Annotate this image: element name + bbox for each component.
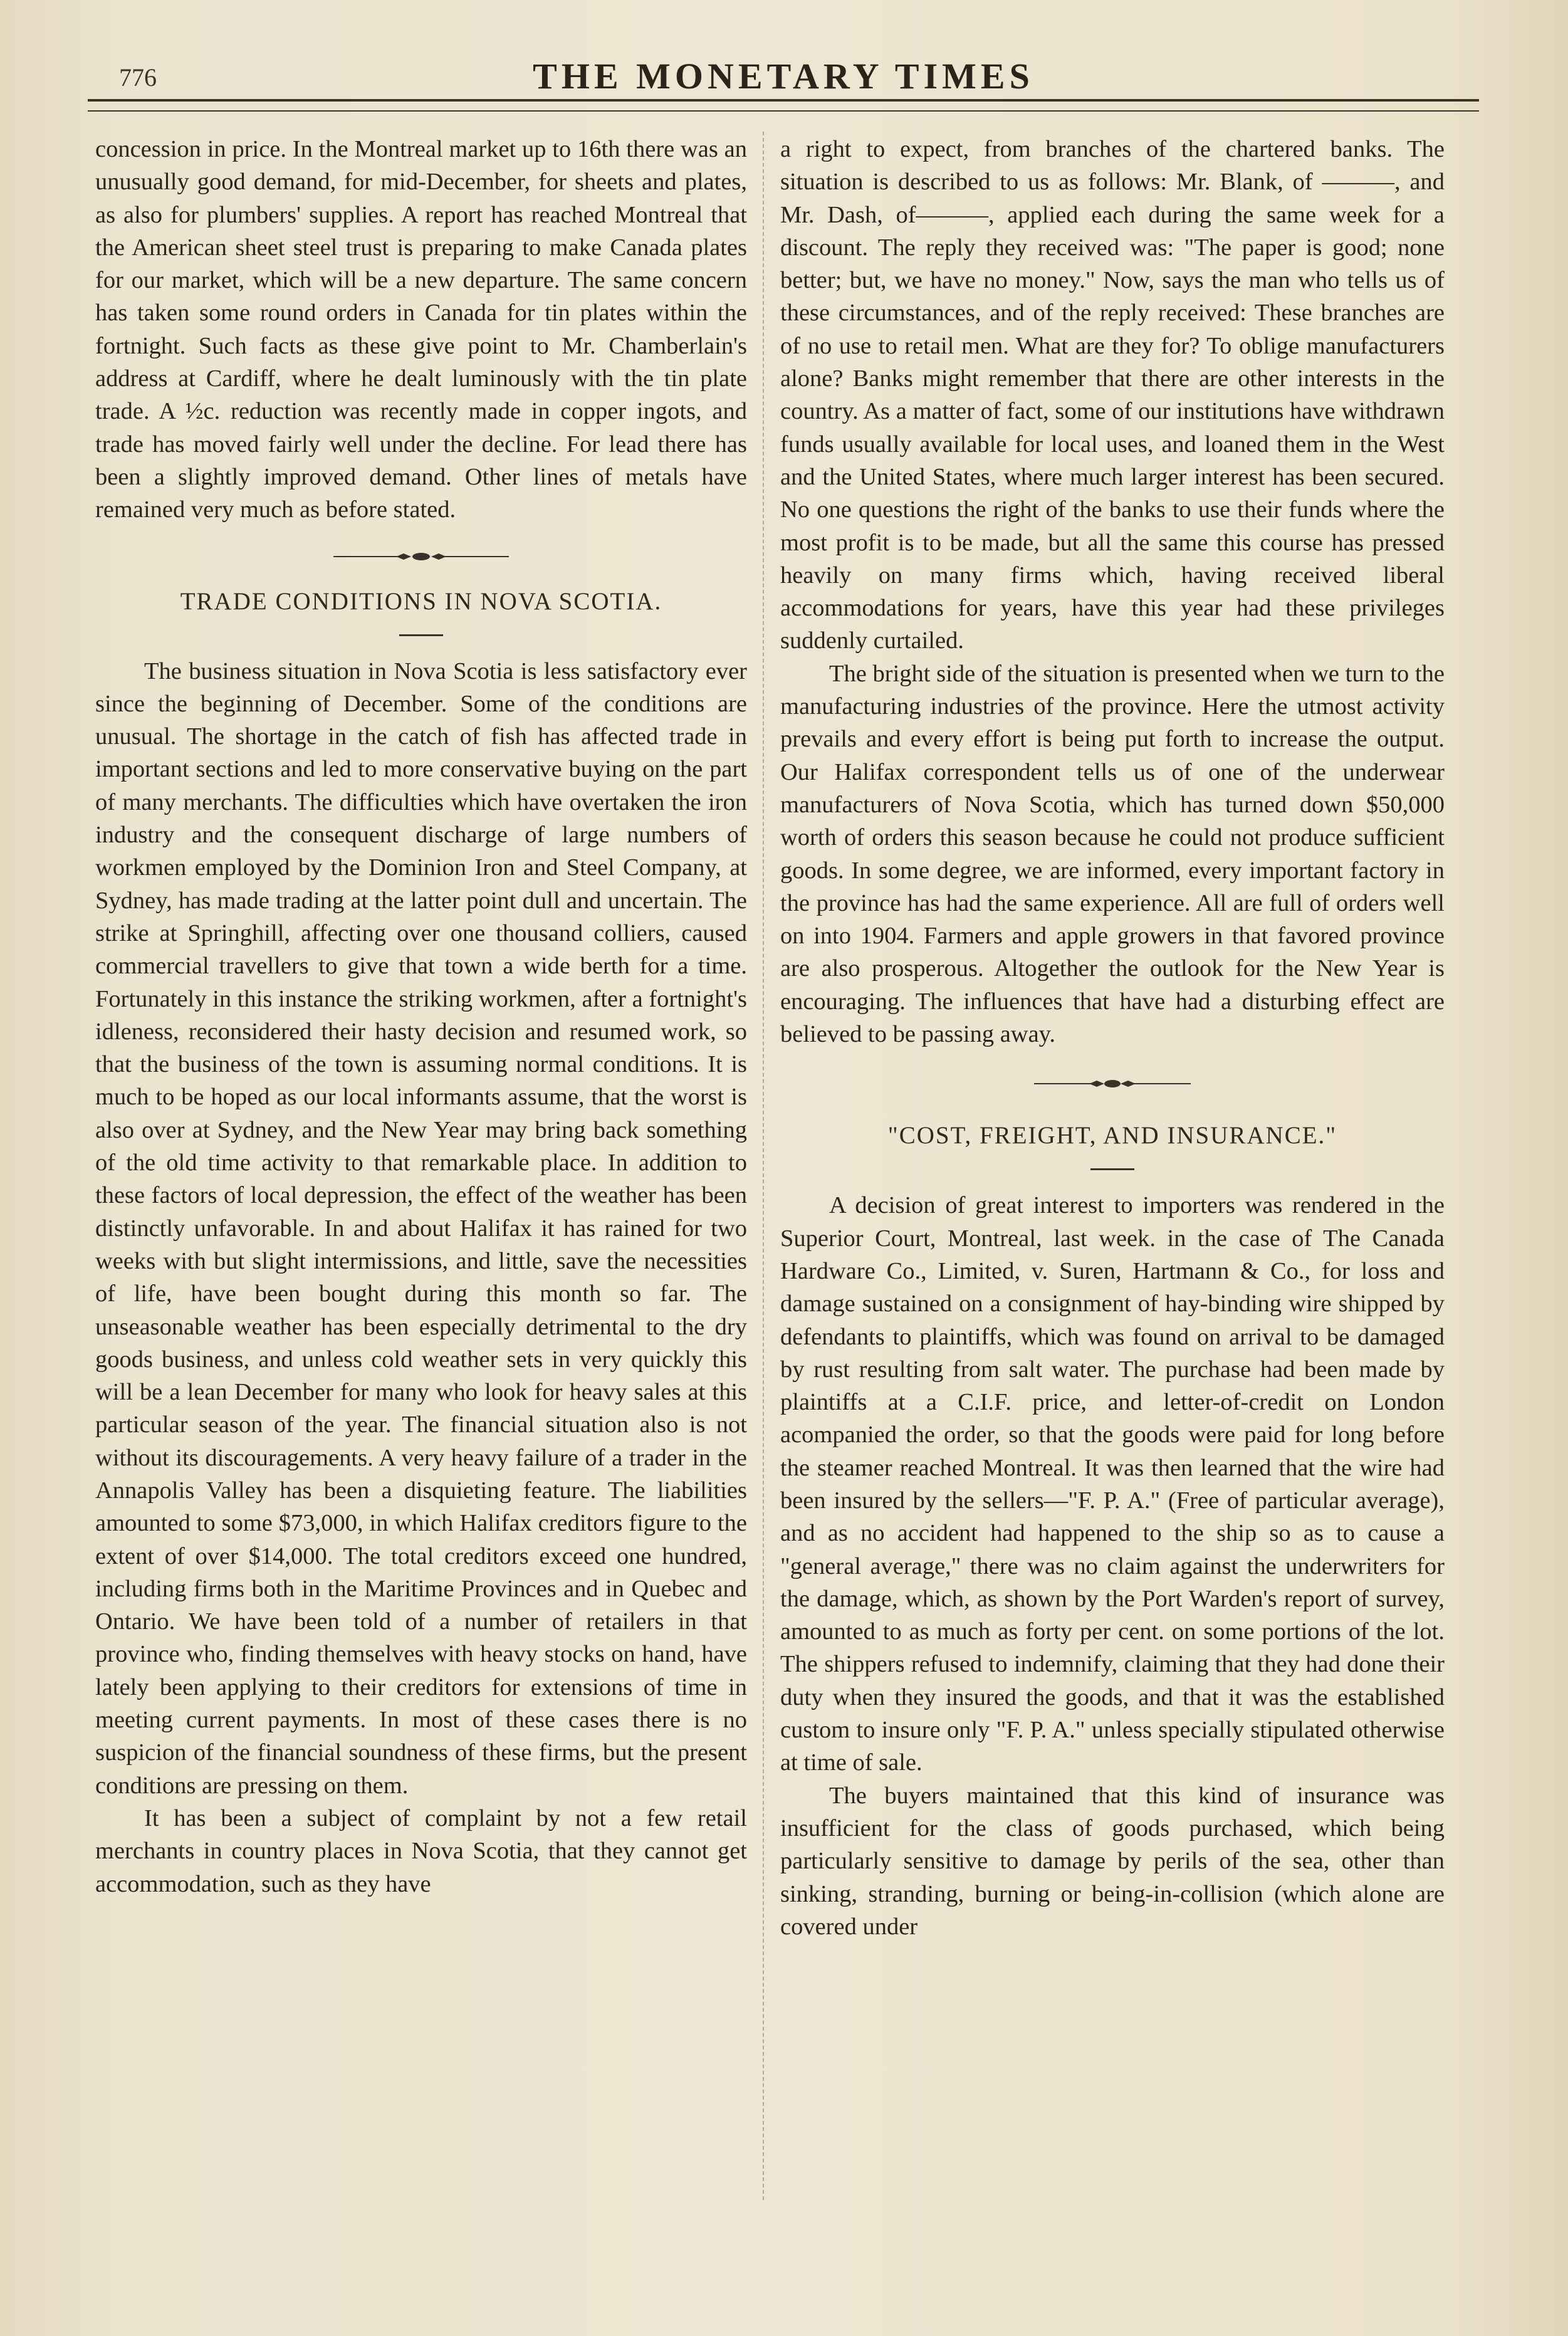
heading-nova-scotia: TRADE CONDITIONS IN NOVA SCOTIA. [180,587,662,615]
page-number: 776 [119,63,157,92]
left-column [95,133,747,1900]
paragraph-complaint-accommodation: It has been a subject of complaint by not a few retail merchants in country places in Nova Scotia, that they cannot get accommodation, such as they have [95,1804,747,1897]
section-ornament-divider-2 [780,1050,1445,1113]
paragraph-buyers-maintained: The buyers maintained that this kind of insurance was insufficient for the class of goods purchased, which being particularly sensitive to damage by perils of the sea, other than sinking, stranding, burning or being-in-collision (which alone are covered under [780,1782,1445,1940]
paragraph-metals-continued: concession in price. In the Montreal market up to 16th there was an unusually good demand, for mid-December, for sheets and plates, as also for plumbers' supplies. A report has reached Montreal that the American sheet steel trust is preparing to make Canada plates for our market, which will be a new departure. The same concern has taken some round orders in Canada for tin plates within the fortnight. Such facts as these give point to Mr. Chamberlain's address at Cardiff, where he dealt luminously with the tin plate trade. A ½c. reduction was recently made in copper ingots, and trade has moved fairly well under the decline. For lead there has been a slightly improved demand. Other lines of metals have remained very much as before stated. [95,136,747,523]
masthead-title: THE MONETARY TIMES [533,56,1034,97]
header-double-rule [88,99,1479,112]
section-ornament-divider [95,526,747,583]
paragraph-bright-side: The bright side of the situation is presented when we turn to the manufacturing industries of the province. Here the utmost activity prevails and every effort is being put forth to increase the output. Our Halifax correspondent tells us of one of the underwear manufacturers of Nova Scotia, which has turned down $50,000 worth of orders this season because he could not produce sufficient goods. In some degree, we are informed, every important factory in the province has had the same experience. All are full of orders well on into 1904. Farmers and apple growers in that favored province are also prosperous. Altogether the outlook for the New Year is encouraging. The influences that have had a disturbing effect are believed to be passing away. [780,660,1445,1048]
right-column [780,133,1445,1943]
heading-short-rule-2 [1090,1168,1134,1170]
heading-short-rule [399,634,443,636]
paragraph-banks: a right to expect, from branches of the chartered banks. The situation is described to us as follows: Mr. Blank, of ———, and Mr. Dash, of———, applied each during the same week for a discount. The reply they received was: "The paper is good; none better; but, we have no money." Now, says the man who tells us of these circumstances, and of the reply received: These branches are of no use to retail men. What are they for? To oblige manufacturers alone? Banks might remember that there are other interests in the country. As a matter of fact, some of our institutions have withdrawn funds usually available for local uses, and loaned them in the West and the United States, where much larger interest has been secured. No one questions the right of the banks to use their funds where the most profit is to be made, but all the same this course has pressed heavily on many firms which, having received liberal accommodations for years, have this year had these privileges suddenly curtailed. [780,136,1445,654]
paragraph-business-situation: The business situation in Nova Scotia is less satisfactory ever since the beginning of December. Some of the conditions are unusual. The shortage in the catch of fish has affected trade in important sections and led to more conservative buying on the part of many merchants. The difficulties which have overtaken the iron industry and the consequent discharge of large numbers of workmen employed by the Dominion Iron and Steel Company, at Sydney, has made trading at the latter point dull and uncertain. The strike at Springhill, affecting over one thousand colliers, caused commercial travellers to give that town a wide berth for a time. Fortunately in this instance the striking workmen, after a fortnight's idleness, reconsidered their hasty decision and resumed work, so that the business of the town is assuming normal conditions. It is much to be hoped as our local informants assume, that the worst is also over at Sydney, and the New Year may bring back something of the old time activity to that remarkable place. In addition to these factors of local depression, the effect of the weather has been distinctly unfavorable. In and about Halifax it has rained for two weeks with but slight intermissions, and little, save the necessities of life, have been bought during this month so far. The unseasonable weather has been especially detrimental to the dry goods business, and unless cold weather sets in very quickly this will be a lean December for many who look for heavy sales at this particular season of the year. The financial situation also is not without its discouragements. A very heavy failure of a trader in the Annapolis Valley has been a disquieting feature. The liabilities amounted to some $73,000, in which Halifax creditors figure to the extent of over $14,000. The total creditors exceed one hundred, including firms both in the Maritime Provinces and in Quebec and Ontario. We have been told of a number of retailers in that province who, finding themselves with heavy stocks on hand, have lately been applying to their creditors for extensions of time in meeting current payments. In most of these cases there is no suspicion of the financial soundness of these firms, but the present conditions are pressing on them. [95,657,747,1799]
heading-cost-freight-insurance: "COST, FREIGHT, AND INSURANCE." [887,1122,1337,1150]
page-header [94,55,1473,105]
column-divider [763,132,764,2200]
paragraph-court-decision: A decision of great interest to importers was rendered in the Superior Court, Montreal, last week. in the case of The Canada Hardware Co., Limited, v. Suren, Hartmann & Co., for loss and damage sustained on a consignment of hay-binding wire shipped by defendants to plaintiffs, which was found on arrival to be damaged by rust resulting from salt water. The purchase had been made by plaintiffs at a C.I.F. price, and letter-of-credit on London acompanied the order, so that the goods were paid for long before the steamer reached Montreal. It was then learned that the wire had been insured by the sellers—"F. P. A." (Free of particular average), and as no accident had happened to the ship so as to cause a "general average," there was no claim against the underwriters for the damage, which, as shown by the Port Warden's report of survey, amounted to as much as forty per cent. on some portions of the lot. The shippers refused to indemnify, claiming that they had done their duty when they insured the goods, and that it was the established custom to insure only "F. P. A." unless specially stipulated otherwise at time of sale. [780,1192,1445,1776]
